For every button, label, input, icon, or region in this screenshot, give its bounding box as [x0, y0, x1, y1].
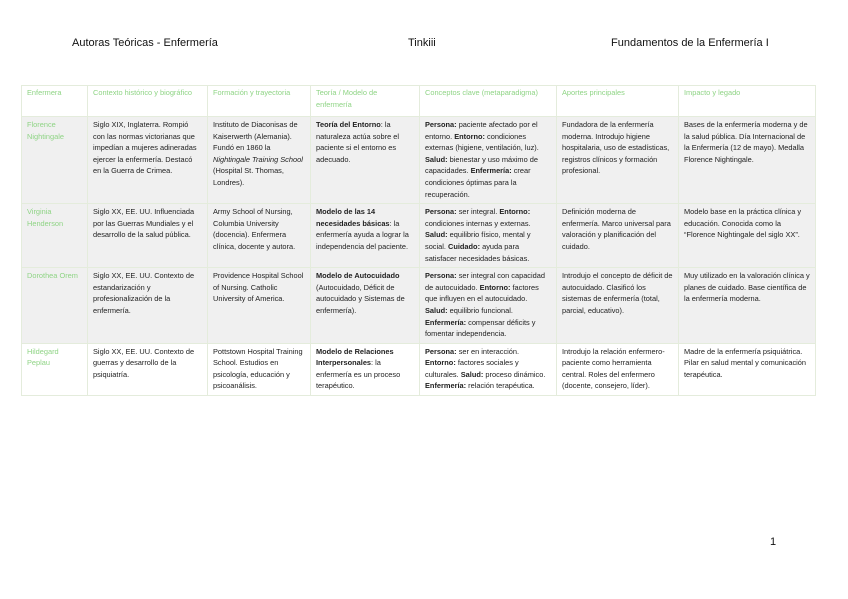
- column-header: Contexto histórico y biográfico: [88, 86, 208, 117]
- nurse-name: Hildegard Peplau: [22, 343, 88, 395]
- page-number: 1: [770, 536, 777, 548]
- legacy-cell: Muy utilizado en la valoración clínica y planes de cuidado. Base científica de la enfermería moderna.: [679, 268, 816, 344]
- theory-cell: Modelo de Autocuidado (Autocuidado, Déficit de autocuidado y Sistemas de enfermería).: [311, 268, 420, 344]
- context-cell: Siglo XX, EE. UU. Contexto de estandarización y profesionalización de la enfermería.: [88, 268, 208, 344]
- training-cell: Pottstown Hospital Training School. Estudios en psicología, educación y psicoanálisis.: [208, 343, 311, 395]
- contributions-cell: Introdujo el concepto de déficit de autocuidado. Clasificó los sistemas de enfermería (total, parcial, educativo).: [557, 268, 679, 344]
- concepts-cell: Persona: ser integral. Entorno: condiciones internas y externas. Salud: equilibrio físico, mental y social. Cuidado: ayuda para satisfacer necesidades básicas.: [420, 204, 557, 268]
- legacy-cell: Bases de la enfermería moderna y de la salud pública. Día Internacional de la Enfermería (12 de mayo). Medalla Florence Nightingale.: [679, 117, 816, 204]
- context-cell: Siglo XX, EE. UU. Contexto de guerras y desarrollo de la psiquiatría.: [88, 343, 208, 395]
- nurse-name: Florence Nightingale: [22, 117, 88, 204]
- table-row: [22, 117, 816, 204]
- nurse-name: Virginia Henderson: [22, 204, 88, 268]
- training-cell: Instituto de Diaconisas de Kaiserwerth (Alemania). Fundó en 1860 la Nightingale Training School (Hospital St. Thomas, Londres).: [208, 117, 311, 204]
- column-header: Teoría / Modelo de enfermería: [311, 86, 420, 117]
- context-cell: Siglo XIX, Inglaterra. Rompió con las normas victorianas que impedían a mujeres adineradas ejercer la enfermería. Destacó en la Guerra de Crimea.: [88, 117, 208, 204]
- concepts-cell: Persona: ser en interacción. Entorno: factores sociales y culturales. Salud: proceso dinámico. Enfermería: relación terapéutica.: [420, 343, 557, 395]
- header-left-title: Autoras Teóricas - Enfermería: [72, 37, 218, 49]
- header-right-course: Fundamentos de la Enfermería I: [611, 37, 769, 49]
- header-center-author: Tinkiii: [408, 37, 436, 49]
- training-cell: Providence Hospital School of Nursing. Catholic University of America.: [208, 268, 311, 344]
- table-header-row: [22, 86, 816, 117]
- table-row: [22, 268, 816, 344]
- legacy-cell: Madre de la enfermería psiquiátrica. Pilar en salud mental y comunicación terapéutica.: [679, 343, 816, 395]
- concepts-cell: Persona: ser integral con capacidad de autocuidado. Entorno: factores que influyen en el autocuidado. Salud: equilibrio funcional. Enfermería: compensar déficits y fomentar independencia.: [420, 268, 557, 344]
- legacy-cell: Modelo base en la práctica clínica y educación. Conocida como la “Florence Nightingale del siglo XX”.: [679, 204, 816, 268]
- context-cell: Siglo XX, EE. UU. Influenciada por las Guerras Mundiales y el desarrollo de la salud pública.: [88, 204, 208, 268]
- contributions-cell: Fundadora de la enfermería moderna. Introdujo higiene hospitalaria, uso de estadísticas, registros clínicos y formación profesional.: [557, 117, 679, 204]
- theorists-table: [21, 85, 816, 396]
- contributions-cell: Definición moderna de enfermería. Marco universal para valoración y planificación del cuidado.: [557, 204, 679, 268]
- table-row: [22, 204, 816, 268]
- column-header: Aportes principales: [557, 86, 679, 117]
- table-row: [22, 343, 816, 395]
- contributions-cell: Introdujo la relación enfermero-paciente como herramienta central. Roles del enfermero (docente, consejero, líder).: [557, 343, 679, 395]
- concepts-cell: Persona: paciente afectado por el entorno. Entorno: condiciones externas (higiene, ventilación, luz). Salud: bienestar y uso máximo de capacidades. Enfermería: crear condiciones óptimas para la recuperación.: [420, 117, 557, 204]
- column-header: Impacto y legado: [679, 86, 816, 117]
- page-header: [0, 37, 848, 51]
- column-header: Enfermera: [22, 86, 88, 117]
- column-header: Conceptos clave (metaparadigma): [420, 86, 557, 117]
- theory-cell: Modelo de Relaciones Interpersonales: la enfermería es un proceso terapéutico.: [311, 343, 420, 395]
- nurse-name: Dorothea Orem: [22, 268, 88, 344]
- training-cell: Army School of Nursing, Columbia University (docencia). Enfermera clínica, docente y autora.: [208, 204, 311, 268]
- column-header: Formación y trayectoria: [208, 86, 311, 117]
- theory-cell: Modelo de las 14 necesidades básicas: la enfermería ayuda a lograr la independencia del paciente.: [311, 204, 420, 268]
- theory-cell: Teoría del Entorno: la naturaleza actúa sobre el paciente si el entorno es adecuado.: [311, 117, 420, 204]
